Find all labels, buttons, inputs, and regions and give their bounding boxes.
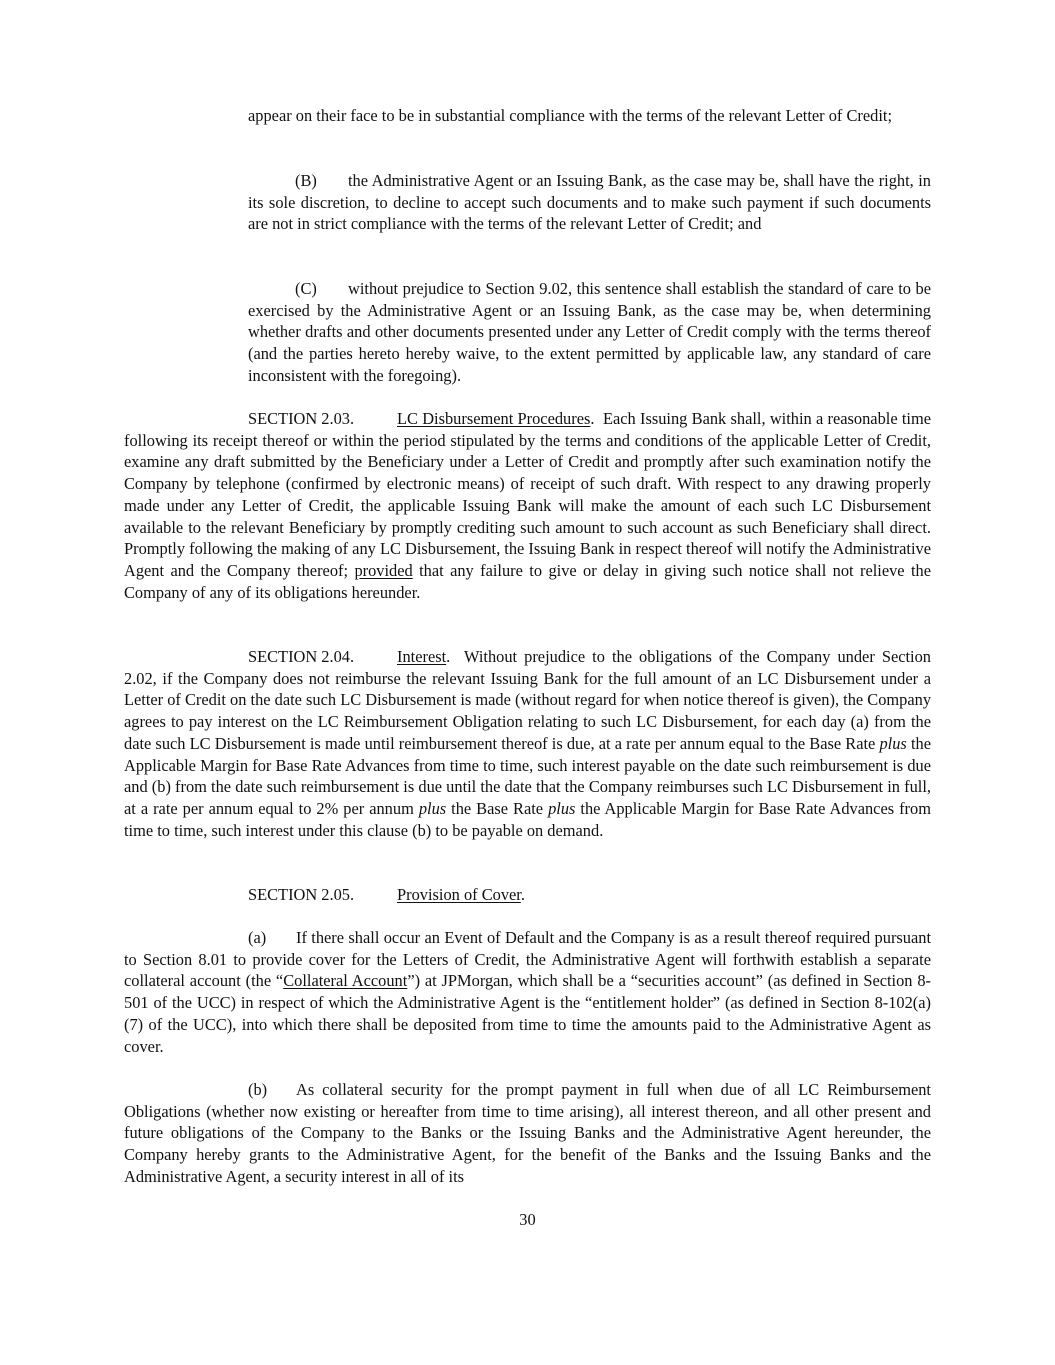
section-2-05-b-text: As collateral security for the prompt payment in full when due of all LC Reimbursement Obligations (whether now existing or hereafter from time to time arising), all interest thereon, and all other present and future obligations of the Company to the Banks or the Issuing Banks and the Administrative Agent hereunder, the Company hereby grants to the Administrative Agent, for the benefit of the Banks and the Issuing Banks and the Administrative Agent, a security interest in all of its: [124, 1080, 931, 1186]
section-2-03-number: SECTION 2.03.: [248, 409, 355, 428]
section-2-05-b-paragraph: [124, 1079, 931, 1188]
section-2-05-a-paragraph: [124, 927, 931, 1057]
section-2-05-a-text-1: If there shall occur an Event of Default and the Company is as a result thereof required pursuant to Section 8.01 to provide cover for the Letters of Credit, the Administrative Agent will forthwith establish a separate collateral account (the “: [124, 928, 931, 991]
section-2-05-number: SECTION 2.05.: [248, 885, 355, 904]
continuation-paragraph: [248, 105, 931, 127]
section-2-03-title: LC Disbursement Procedures: [397, 409, 591, 428]
clause-c-paragraph: [248, 278, 931, 387]
section-2-03-text-2: that any failure to give or delay in giving such notice shall not relieve the Company of any of its obligations hereunder.: [124, 560, 931, 602]
section-2-03-text-1: Each Issuing Bank shall, within a reasonable time following its receipt thereof or within the period stipulated by the terms and conditions of the applicable Letter of Credit, examine any draft submitted by the Beneficiary under a Letter of Credit and promptly after such examination notify the Company by telephone (confirmed by electronic means) of receipt of such draft. With respect to any drawing properly made under any Letter of Credit, the applicable Issuing Bank will make the amount of each such LC Disbursement available to the relevant Beneficiary by promptly crediting such amount to such account as such Beneficiary shall direct. Promptly following the making of any LC Disbursement, the Issuing Bank in respect thereof will notify the Administrative Agent and the Company thereof;: [124, 409, 932, 580]
section-2-04-paragraph: SECTION 2.04. Interest. Without prejudice to the obligations of the Company under Section 2.02, if the Company does not reimburse the relevant Issuing Bank for the full amount of an LC Disbursement under a Letter of Credit on the date such LC Disbursement is made (without regard for when notice thereof is given), the Company agrees to pay interest on the LC Reimbursement Obligation relating to such LC Disbursement, for each day (a) from the date such LC Disbursement is made until reimbursement thereof is due, at a rate per annum equal to the Base Rate plus the Applicable Margin for Base Rate Advances from time to time, such interest payable on the date such reimbursement is due and (b) from the date such reimbursement is due until the date that the Company reimburses such LC Disbursement in full, at a rate per annum equal to 2% per annum plus the Base Rate plus the Applicable Margin for Base Rate Advances from time to time, such interest under this clause (b) to be payable on demand.: [124, 647, 932, 840]
section-2-05-a-text-2: ”) at JPMorgan, which shall be a “securities account” (as defined in Section 8-501 of the UCC) in respect of which the Administrative Agent is the “entitlement holder” (as defined in Section 8-102(a)(7) of the UCC), into which there shall be deposited from time to time the amounts paid to the Administrative Agent as cover.: [124, 971, 931, 1056]
section-2-04-text-4: the Applicable Margin for Base Rate Advances from time to time, such interest under this clause (b) to be payable on demand.: [124, 798, 931, 840]
clause-b-text: the Administrative Agent or an Issuing Bank, as the case may be, shall have the right, in its sole discretion, to decline to accept such documents and to make such payment if such documents are not in strict compliance with the terms of the relevant Letter of Credit; and: [248, 171, 931, 234]
collateral-account-term: Collateral Account: [283, 971, 408, 991]
section-2-05-heading: SECTION 2.05. Provision of Cover.: [248, 885, 525, 904]
clause-c-text: without prejudice to Section 9.02, this sentence shall establish the standard of care to be exercised by the Administrative Agent or an Issuing Bank, as the case may be, when determining whether drafts and other documents presented under any Letter of Credit comply with the terms thereof (and the parties hereto hereby waive, to the extent permitted by applicable law, any standard of care inconsistent with the foregoing).: [248, 279, 931, 385]
section-2-04-text-3: the Base Rate: [451, 798, 544, 818]
continuation-text: appear on their face to be in substantial compliance with the terms of the relevant Letter of Credit;: [248, 106, 893, 125]
clause-b-paragraph: [248, 170, 931, 235]
section-2-05-title: Provision of Cover: [397, 885, 521, 904]
section-2-04-number: SECTION 2.04.: [248, 647, 355, 666]
section-2-04-text-1: Without prejudice to the obligations of the Company under Section 2.02, if the Company does not reimburse the relevant Issuing Bank for the full amount of an LC Disbursement under a Letter of Credit on the date such LC Disbursement is made (without regard for when notice thereof is given), the Company agrees to pay interest on the LC Reimbursement Obligation relating to such LC Disbursement, for each day (a) from the date such LC Disbursement is made until reimbursement thereof is due, at a rate per annum equal to the Base Rate: [124, 647, 932, 753]
section-2-04-plus-2: plus: [418, 798, 447, 818]
section-2-03-provided: provided: [354, 560, 413, 580]
section-2-03-paragraph: SECTION 2.03. LC Disbursement Procedures. Each Issuing Bank shall, within a reasonable time following its receipt thereof or within the period stipulated by the terms and conditions of the applicable Letter of Credit, examine any draft submitted by the Beneficiary under a Letter of Credit and promptly after such examination notify the Company by telephone (confirmed by electronic means) of receipt of such draft. With respect to any drawing properly made under any Letter of Credit, the applicable Issuing Bank will make the amount of each such LC Disbursement available to the relevant Beneficiary by promptly crediting such amount to such account as such Beneficiary shall direct. Promptly following the making of any LC Disbursement, the Issuing Bank in respect thereof will notify the Administrative Agent and the Company thereof; provided that any failure to give or delay in giving such notice shall not relieve the Company of any of its obligations hereunder.: [124, 409, 932, 602]
clause-b-label: (B): [295, 171, 317, 190]
section-2-04-plus-3: plus: [548, 798, 576, 818]
section-2-04-plus-1: plus: [879, 733, 907, 753]
page-number: 30: [519, 1210, 536, 1229]
section-2-04-text-2: the Applicable Margin for Base Rate Advances from time to time, such interest payable on the date such reimbursement is due and (b) from the date such reimbursement is due until the date that the Company reimburses such LC Disbursement in full, at a rate per annum equal to 2% per annum: [124, 733, 931, 818]
clause-c-label: (C): [295, 279, 317, 298]
section-2-05-a-label: (a): [248, 928, 267, 947]
section-2-05-b-label: (b): [248, 1080, 268, 1099]
section-2-04-title: Interest: [397, 647, 447, 666]
